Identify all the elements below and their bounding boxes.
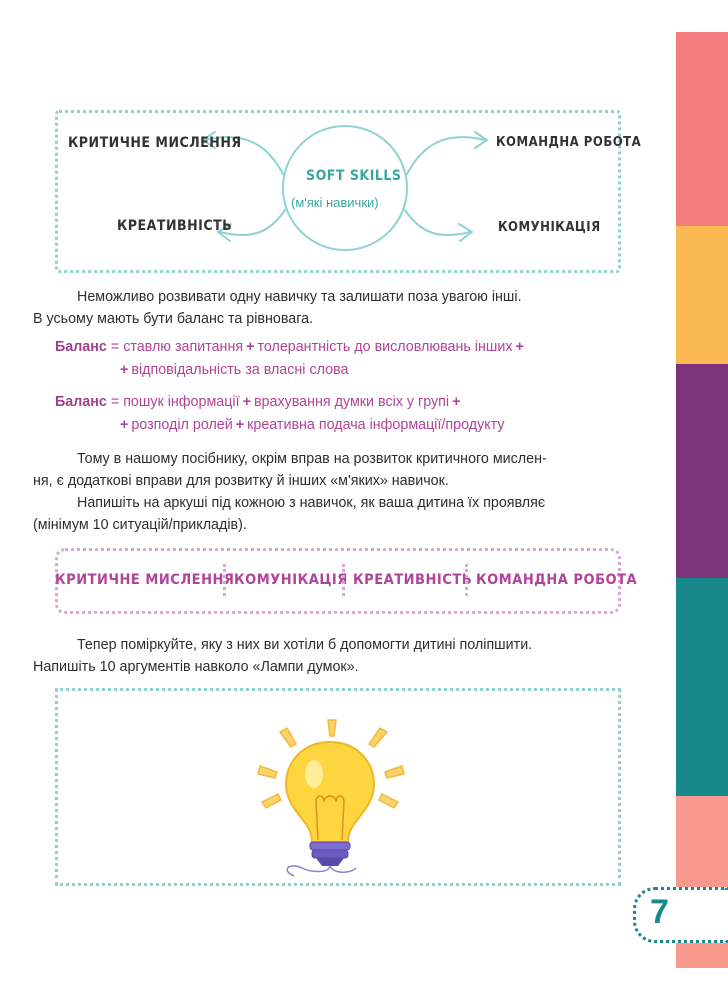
task-line-1: Напишіть на аркуші під кожною з навичок, як ваша дитина їх проявляє (77, 495, 546, 511)
plus-icon: + (120, 362, 129, 378)
plus-icon: + (515, 339, 524, 355)
balance-item: толерантність до висловлювань інших (257, 339, 513, 355)
balance-formula-1 (55, 336, 527, 382)
plus-icon: + (235, 417, 245, 433)
lamp-paragraph (33, 634, 621, 678)
balance-item: креативна подача інформації/продукту (247, 417, 505, 433)
skills-row (55, 562, 638, 598)
page-number-badge (633, 887, 728, 943)
skills-divider (223, 564, 226, 596)
manual-line-2: ня, є додаткові вправи для розвитку й інших «м'яких» навичок. (33, 473, 449, 489)
skill-critical-thinking: КРИТИЧНЕ МИСЛЕННЯ (55, 572, 235, 588)
balance-item: ставлю запитання (123, 339, 244, 355)
skills-divider (342, 564, 345, 596)
label-communication: КОМУНІКАЦІЯ (498, 220, 601, 235)
skill-teamwork: КОМАНДНА РОБОТА (476, 572, 638, 588)
page-number: 7 (650, 893, 669, 931)
label-creativity: КРЕАТИВНІСТЬ (117, 218, 233, 234)
lamp-line-2: Напишіть 10 аргументів навколо «Лампи думок». (33, 659, 359, 675)
balance-formula-2 (55, 391, 505, 437)
balance-item: врахування думки всіх у групі (253, 394, 450, 410)
balance-word: Баланс (55, 339, 107, 355)
plus-icon: + (242, 394, 251, 410)
skill-creativity: КРЕАТИВНІСТЬ (353, 572, 473, 588)
balance-item: пошук інформації (123, 394, 240, 410)
plus-icon: + (120, 417, 129, 433)
task-line-2: (мінімум 10 ситуацій/прикладів). (33, 517, 247, 533)
manual-line-1: Тому в нашому посібнику, окрім вправ на розвиток критичного мислен- (77, 451, 547, 467)
color-strip-purple (676, 364, 728, 578)
plus-icon: + (246, 339, 255, 355)
intro-line-2: В усьому мають бути баланс та рівновага. (33, 311, 314, 327)
lightbulb-icon (250, 718, 410, 878)
label-teamwork: КОМАНДНА РОБОТА (496, 135, 642, 150)
balance-word: Баланс (55, 394, 107, 410)
equals-sign: = (110, 394, 120, 410)
skill-communication: КОМУНІКАЦІЯ (234, 572, 348, 588)
equals-sign: = (110, 339, 120, 355)
task-paragraph (33, 492, 621, 536)
intro-paragraph (33, 286, 621, 330)
manual-paragraph (33, 448, 621, 492)
color-strip-orange (676, 226, 728, 364)
skills-divider (465, 564, 468, 596)
balance-item: відповідальність за власні слова (131, 362, 349, 378)
color-strip-teal (676, 578, 728, 796)
soft-skills-subtitle: (м'які навички) (291, 195, 379, 210)
lamp-line-1: Тепер поміркуйте, яку з них ви хотіли б допомогти дитині поліпшити. (77, 637, 533, 653)
soft-skills-title: SOFT SKILLS (306, 168, 402, 184)
balance-item: розподіл ролей (131, 417, 233, 433)
color-strip-coral (676, 32, 728, 226)
plus-icon: + (452, 394, 461, 410)
label-critical-thinking: КРИТИЧНЕ МИСЛЕННЯ (68, 135, 242, 151)
intro-line-1: Неможливо розвивати одну навичку та залишати поза увагою інші. (77, 289, 522, 305)
